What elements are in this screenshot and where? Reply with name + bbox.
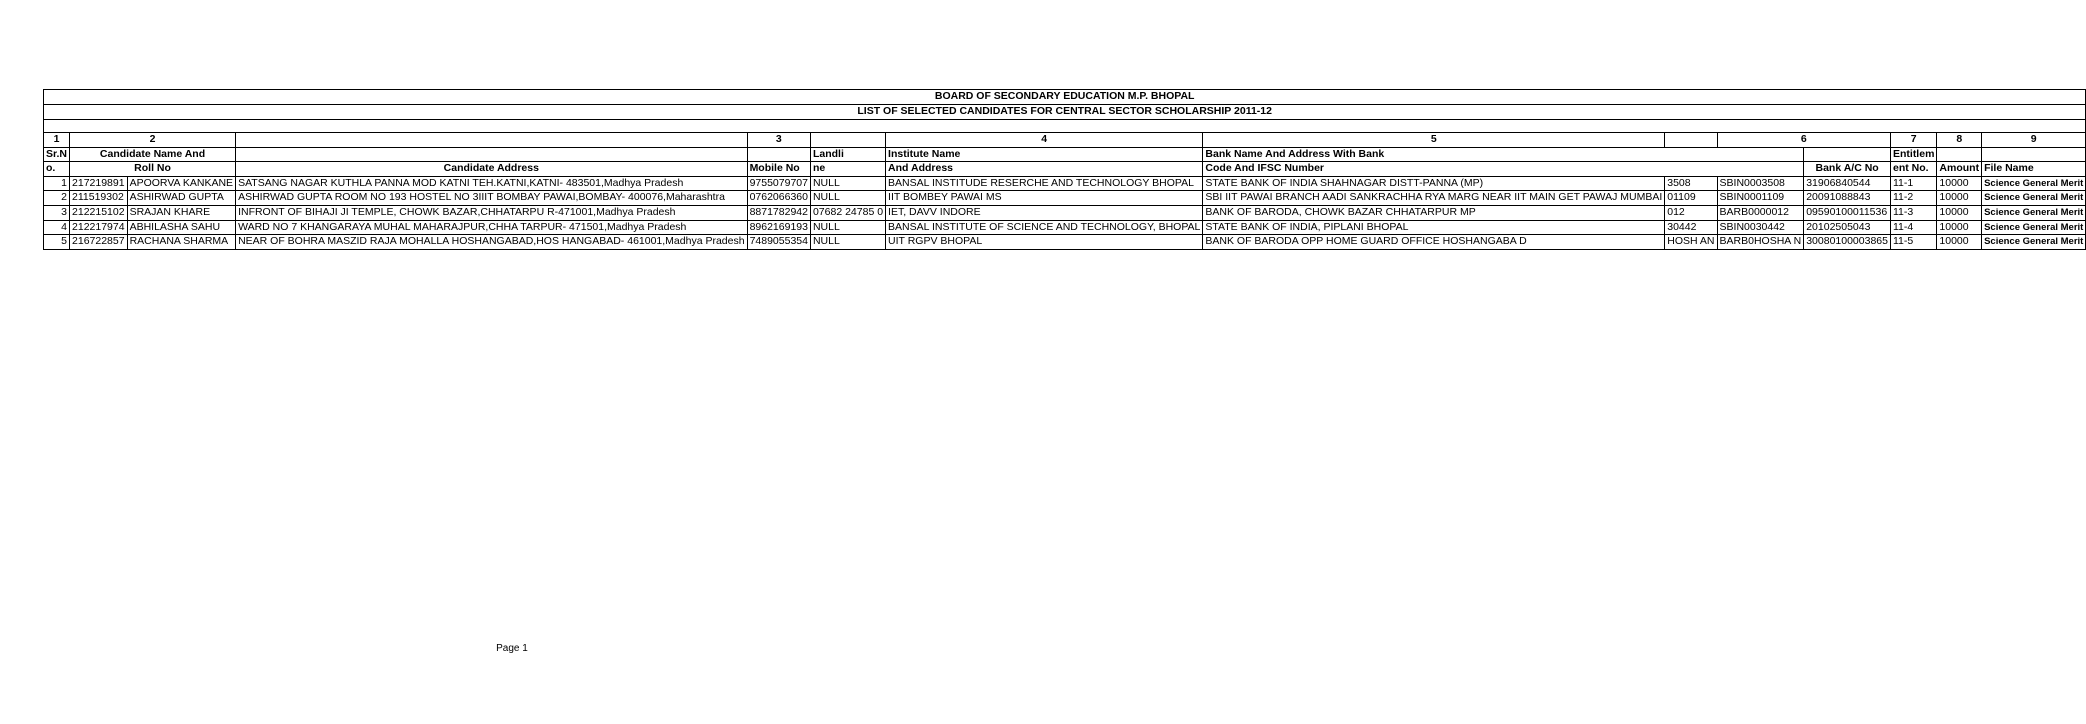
col-num: 7 <box>1890 133 1936 148</box>
list-title: LIST OF SELECTED CANDIDATES FOR CENTRAL SECTOR SCHOLARSHIP 2011-12 <box>44 105 2086 120</box>
amount-cell: 10000 <box>1937 205 1982 220</box>
landline-cell: NULL <box>810 176 885 191</box>
table-row <box>44 220 2086 235</box>
address-cell: SATSANG NAGAR KUTHLA PANNA MOD KATNI TEH.KATNI,KATNI- 483501,Madhya Pradesh <box>236 176 748 191</box>
sr-cell: 2 <box>44 191 70 206</box>
account-cell: 20091088843 <box>1804 191 1891 206</box>
header-entitlement: ent No. <box>1890 162 1936 177</box>
landline-cell: NULL <box>810 191 885 206</box>
mobile-cell: 8871782942 <box>747 205 810 220</box>
header-roll: Roll No <box>70 162 236 177</box>
mobile-cell: 9755079707 <box>747 176 810 191</box>
bank-cell: BANK OF BARODA, CHOWK BAZAR CHHATARPUR MP <box>1203 205 1665 220</box>
address-cell: INFRONT OF BIHAJI JI TEMPLE, CHOWK BAZAR,CHHATARPU R-471001,Madhya Pradesh <box>236 205 748 220</box>
amount-cell: 10000 <box>1937 220 1982 235</box>
ifsc-cell: SBIN0001109 <box>1717 191 1804 206</box>
bank-cell: STATE BANK OF INDIA, PIPLANI BHOPAL <box>1203 220 1665 235</box>
header-amount: Amount <box>1937 162 1982 177</box>
address-cell: WARD NO 7 KHANGARAYA MUHAL MAHARAJPUR,CHHA TARPUR- 471501,Madhya Pradesh <box>236 220 748 235</box>
file-cell: Science General Merit <box>1982 191 2086 206</box>
header-institute: And Address <box>886 162 1203 177</box>
header-mobile: Mobile No <box>747 162 810 177</box>
file-cell: Science General Merit <box>1982 235 2086 250</box>
table-row <box>44 191 2086 206</box>
col-num-blank <box>1665 133 1717 148</box>
sr-cell: 5 <box>44 235 70 250</box>
col-num: 9 <box>1982 133 2086 148</box>
entitlement-cell: 11-5 <box>1890 235 1936 250</box>
name-cell: ASHIRWAD GUPTA <box>127 191 235 206</box>
name-cell: RACHANA SHARMA <box>127 235 235 250</box>
bank-code-cell: 30442 <box>1665 220 1717 235</box>
mobile-cell: 8962169193 <box>747 220 810 235</box>
sr-cell: 3 <box>44 205 70 220</box>
bank-code-cell: 012 <box>1665 205 1717 220</box>
col-num: 3 <box>747 133 810 148</box>
sr-cell: 4 <box>44 220 70 235</box>
roll-cell: 211519302 <box>70 191 128 206</box>
ifsc-cell: SBIN0003508 <box>1717 176 1804 191</box>
address-cell: NEAR OF BOHRA MASZID RAJA MOHALLA HOSHANGABAD,HOS HANGABAD- 461001,Madhya Pradesh <box>236 235 748 250</box>
roll-cell: 217219891 <box>70 176 128 191</box>
bank-cell: STATE BANK OF INDIA SHAHNAGAR DISTT-PANNA (MP) <box>1203 176 1665 191</box>
col-num: 4 <box>886 133 1203 148</box>
name-cell: ABHILASHA SAHU <box>127 220 235 235</box>
mobile-cell: 7489055354 <box>747 235 810 250</box>
ifsc-cell: SBIN0030442 <box>1717 220 1804 235</box>
header-bank: Code And IFSC Number <box>1203 162 1804 177</box>
name-cell: SRAJAN KHARE <box>127 205 235 220</box>
col-num-blank <box>810 133 885 148</box>
page-number: Page 1 <box>496 643 528 654</box>
ifsc-cell: BARB0000012 <box>1717 205 1804 220</box>
account-cell: 31906840544 <box>1804 176 1891 191</box>
col-num-blank <box>236 133 748 148</box>
entitlement-cell: 11-2 <box>1890 191 1936 206</box>
institute-cell: UIT RGPV BHOPAL <box>886 235 1203 250</box>
header-sr: Sr.N <box>44 147 70 162</box>
entitlement-cell: 11-1 <box>1890 176 1936 191</box>
header-institute: Institute Name <box>886 147 1203 162</box>
roll-cell: 212217974 <box>70 220 128 235</box>
table-row <box>44 235 2086 250</box>
mobile-cell: 0762066360 <box>747 191 810 206</box>
name-cell: APOORVA KANKANE <box>127 176 235 191</box>
board-title: BOARD OF SECONDARY EDUCATION M.P. BHOPAL <box>44 90 2086 105</box>
account-cell: 30080100003865 <box>1804 235 1891 250</box>
landline-cell: NULL <box>810 220 885 235</box>
bank-cell: BANK OF BARODA OPP HOME GUARD OFFICE HOSHANGABA D <box>1203 235 1665 250</box>
ifsc-cell: BARB0HOSHA N <box>1717 235 1804 250</box>
institute-cell: BANSAL INSTITUDE RESERCHE AND TECHNOLOGY BHOPAL <box>886 176 1203 191</box>
bank-code-cell: 3508 <box>1665 176 1717 191</box>
entitlement-cell: 11-3 <box>1890 205 1936 220</box>
institute-cell: IET, DAVV INDORE <box>886 205 1203 220</box>
amount-cell: 10000 <box>1937 235 1982 250</box>
col-num: 8 <box>1937 133 1982 148</box>
roll-cell: 212215102 <box>70 205 128 220</box>
header-entitlement: Entitlem <box>1890 147 1936 162</box>
header-landline: Landli <box>810 147 885 162</box>
account-cell: 20102505043 <box>1804 220 1891 235</box>
file-cell: Science General Merit <box>1982 176 2086 191</box>
table-row <box>44 176 2086 191</box>
col-num: 1 <box>44 133 70 148</box>
header-address: Candidate Address <box>236 162 748 177</box>
header-candidate: Candidate Name And <box>70 147 236 162</box>
table-row <box>44 205 2086 220</box>
file-cell: Science General Merit <box>1982 205 2086 220</box>
account-cell: 09590100011536 <box>1804 205 1891 220</box>
amount-cell: 10000 <box>1937 176 1982 191</box>
sr-cell: 1 <box>44 176 70 191</box>
entitlement-cell: 11-4 <box>1890 220 1936 235</box>
spacer-row <box>44 120 2086 133</box>
header-bank: Bank Name And Address With Bank <box>1203 147 1804 162</box>
institute-cell: BANSAL INSTITUTE OF SCIENCE AND TECHNOLOGY, BHOPAL <box>886 220 1203 235</box>
header-sr: o. <box>44 162 70 177</box>
landline-cell: NULL <box>810 235 885 250</box>
landline-cell: 07682 24785 0 <box>810 205 885 220</box>
col-num: 5 <box>1203 133 1665 148</box>
address-cell: ASHIRWAD GUPTA ROOM NO 193 HOSTEL NO 3IIIT BOMBAY PAWAI,BOMBAY- 400076,Maharashtra <box>236 191 748 206</box>
amount-cell: 10000 <box>1937 191 1982 206</box>
roll-cell: 216722857 <box>70 235 128 250</box>
col-num: 2 <box>70 133 236 148</box>
bank-cell: SBI IIT PAWAI BRANCH AADI SANKRACHHA RYA MARG NEAR IIT MAIN GET PAWAJ MUMBAI <box>1203 191 1665 206</box>
header-account: Bank A/C No <box>1804 162 1891 177</box>
bank-code-cell: HOSH AN <box>1665 235 1717 250</box>
header-file: File Name <box>1982 162 2086 177</box>
bank-code-cell: 01109 <box>1665 191 1717 206</box>
header-landline: ne <box>810 162 885 177</box>
scholarship-table <box>43 89 2086 250</box>
file-cell: Science General Merit <box>1982 220 2086 235</box>
col-num: 6 <box>1717 133 1890 148</box>
institute-cell: IIT BOMBEY PAWAI MS <box>886 191 1203 206</box>
